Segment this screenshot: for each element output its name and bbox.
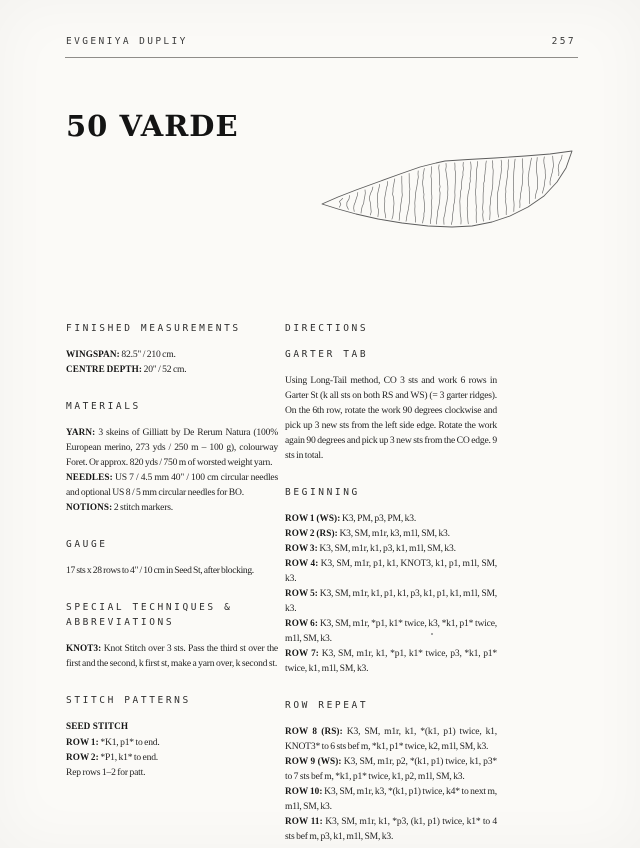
author-name: EVGENIYA DUPLIY — [66, 36, 188, 47]
material-entry — [66, 500, 278, 515]
entry-text: K3, SM, m1r, p1, k1, KNOT3, k1, p1, m1l, SM, k3. — [285, 558, 497, 584]
column-left — [66, 321, 278, 844]
print-artifact-dot — [431, 633, 433, 635]
entry-label: ROW 4: — [285, 558, 319, 568]
section-directions — [285, 321, 497, 463]
pattern-row — [285, 541, 497, 556]
entry-label: NEEDLES: — [66, 472, 113, 482]
material-entry — [66, 470, 278, 500]
entry-label: ROW 7: — [285, 648, 319, 658]
entry-label: WINGSPAN: — [66, 349, 120, 359]
entry-label: ROW 9 (WS): — [285, 756, 342, 766]
pattern-row — [285, 784, 497, 814]
gauge-text: 17 sts x 28 rows to 4" / 10 cm in Seed St, after blocking. — [66, 565, 254, 576]
pattern-row — [285, 586, 497, 616]
entry-label: ROW 2: — [66, 752, 99, 762]
entry-text: 20" / 52 cm. — [143, 364, 187, 375]
content-columns — [66, 321, 497, 844]
row-repeat-rows — [285, 724, 497, 844]
entry-text: K3, SM, m1r, k1, *p1, k1* twice, p3, *k1, p1* twice, k1, m1l, SM, k3. — [285, 648, 497, 674]
pattern-row — [66, 735, 278, 750]
materials-heading: MATERIALS — [66, 401, 141, 412]
entry-label: ROW 5: — [285, 588, 318, 598]
seed-stitch-subheading: SEED STITCH — [66, 721, 129, 731]
page-title: 50 VARDE — [66, 109, 239, 143]
entry-label: ROW 1 (WS): — [285, 513, 341, 523]
section-finished-measurements — [66, 321, 278, 377]
stitch-patterns-heading: STITCH PATTERNS — [66, 695, 191, 706]
entry-text: K3, SM, m1r, k3, *(k1, p1) twice, k4* to next m, m1l, SM, k3. — [285, 786, 497, 812]
entry-label: ROW 1: — [66, 737, 99, 747]
entry-label: ROW 6: — [285, 618, 318, 628]
garter-tab-heading: GARTER TAB — [285, 349, 369, 360]
entry-label: NOTIONS: — [66, 502, 113, 512]
entry-label: CENTRE DEPTH: — [66, 364, 142, 374]
entry-label: ROW 8 (RS): — [285, 726, 343, 736]
entry-text: K3, SM, m1r, k1, p1, k1, p3, k1, p1, k1, m1l, SM, k3. — [285, 588, 497, 614]
directions-heading: DIRECTIONS — [285, 323, 369, 334]
technique-entry — [66, 641, 278, 671]
entry-text: US 7 / 4.5 mm 40" / 100 cm circular needles and optional US 8 / 5 mm circular needles for BO. — [66, 472, 278, 498]
page-number: 257 — [551, 36, 576, 47]
garter-tab-text: Using Long-Tail method, CO 3 sts and work 6 rows in Garter St (k all sts on both RS and WS) (= 3 garter ridges). On the 6th row, rotate the work 90 degrees clockwise and pick up 3 new sts from the left side edge. Rotate the work again 90 degrees and pick up 3 new sts from the CO edge. 9 sts in total. — [285, 375, 497, 461]
entry-text: K3, SM, m1r, k1, *(k1, p1) twice, k1, KNOT3* to 6 sts bef m, *k1, p1* twice, k2, m1l, SM, k3. — [285, 726, 497, 752]
section-materials — [66, 399, 278, 515]
finished-measurements-heading: FINISHED MEASUREMENTS — [66, 323, 241, 334]
entry-label: ROW 10: — [285, 786, 323, 796]
section-beginning — [285, 485, 497, 676]
header-rule — [65, 57, 578, 58]
materials-list — [66, 425, 278, 515]
pattern-row — [285, 724, 497, 754]
section-row-repeat — [285, 698, 497, 844]
gauge-heading: GAUGE — [66, 539, 108, 550]
pattern-row — [66, 750, 278, 765]
measurement-entry — [66, 347, 278, 362]
material-entry — [66, 425, 278, 470]
row-repeat-heading: ROW REPEAT — [285, 700, 369, 711]
shawl-sketch-svg — [300, 138, 592, 256]
pattern-row — [285, 556, 497, 586]
special-techniques-list — [66, 641, 278, 671]
entry-text: K3, PM, p3, PM, k3. — [341, 513, 417, 524]
entry-label: YARN: — [66, 427, 96, 437]
entry-text: 82.5" / 210 cm. — [121, 349, 176, 360]
entry-text: K3, SM, m1r, *p1, k1* twice, k3, *k1, p1* twice, m1l, SM, k3. — [285, 618, 497, 644]
running-header — [66, 36, 576, 47]
entry-text: *P1, k1* to end. — [100, 752, 159, 763]
entry-text: 3 skeins of Gilliatt by De Rerum Natura (100% European merino, 273 yds / 250 m – 100 g), colourway Foret. Or approx. 820 yds / 750 m of worsted weight yarn. — [66, 427, 278, 468]
pattern-row — [285, 646, 497, 676]
entry-text: K3, SM, m1r, p2, *(k1, p1) twice, k1, p3* to 7 sts bef m, *k1, p1* twice, k1, p2, m1l, SM, k3. — [285, 756, 497, 782]
entry-label: KNOT3: — [66, 643, 102, 653]
entry-label: ROW 3: — [285, 543, 318, 553]
pattern-row — [285, 526, 497, 541]
section-special-techniques — [66, 600, 278, 671]
measurement-entry — [66, 362, 278, 377]
entry-text: K3, SM, m1r, k1, p3, k1, m1l, SM, k3. — [319, 543, 456, 554]
column-right — [285, 321, 497, 844]
entry-text: 2 stitch markers. — [113, 502, 173, 513]
entry-text: *K1, p1* to end. — [100, 737, 160, 748]
beginning-rows — [285, 511, 497, 676]
entry-label: ROW 11: — [285, 816, 323, 826]
section-stitch-patterns — [66, 693, 278, 780]
stitch-pattern-rows — [66, 735, 278, 765]
shawl-illustration — [300, 138, 592, 256]
entry-label: ROW 2 (RS): — [285, 528, 338, 538]
measurement-list — [66, 347, 278, 377]
section-gauge — [66, 537, 278, 578]
pattern-row — [285, 616, 497, 646]
entry-text: K3, SM, m1r, k1, *p3, (k1, p1) twice, k1* to 4 sts bef m, p3, k1, m1l, SM, k3. — [285, 816, 497, 842]
entry-text: Knot Stitch over 3 sts. Pass the third st over the first and the second, k first st, make a yarn over, k second st. — [66, 643, 278, 669]
beginning-heading: BEGINNING — [285, 487, 360, 498]
pattern-row — [285, 511, 497, 526]
pattern-row — [285, 754, 497, 784]
pattern-row — [285, 814, 497, 844]
entry-text: K3, SM, m1r, k3, m1l, SM, k3. — [339, 528, 450, 539]
stitch-pattern-note: Rep rows 1–2 for patt. — [66, 767, 146, 778]
special-techniques-heading: SPECIAL TECHNIQUES & ABBREVIATIONS — [66, 602, 233, 628]
